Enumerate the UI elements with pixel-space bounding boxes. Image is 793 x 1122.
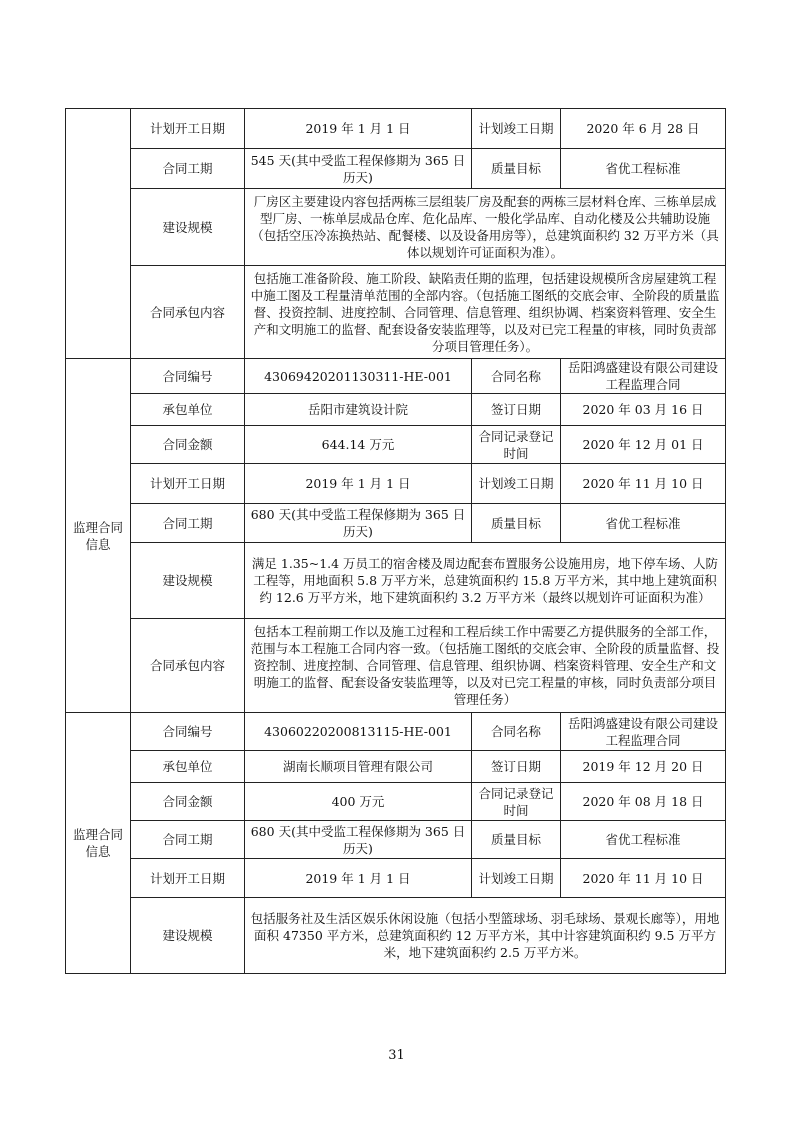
field-label: 计划开工日期: [131, 109, 245, 149]
table-row: [66, 394, 726, 426]
field-label: 建设规模: [131, 189, 245, 266]
field-label: 质量目标: [472, 149, 561, 189]
table-row: [66, 859, 726, 898]
field-value: 岳阳鸿盛建设有限公司建设工程监理合同: [561, 359, 726, 394]
field-value: 岳阳鸿盛建设有限公司建设工程监理合同: [561, 713, 726, 751]
field-label: 承包单位: [131, 751, 245, 783]
table-row: [66, 821, 726, 859]
field-label: 合同名称: [472, 713, 561, 751]
field-label: 计划竣工日期: [472, 109, 561, 149]
table-row: [66, 426, 726, 464]
field-value: 满足 1.35~1.4 万员工的宿舍楼及周边配套布置服务公设施用房，地下停车场、人防工程等，用地面积 5.8 万平方米，总建筑面积约 15.8 万平方米，其中地上建筑面积约 12.6 万平方米，地下建筑面积约 3.2 万平方米（最终以规划许可证面积为准）: [245, 543, 726, 619]
table-row: [66, 109, 726, 149]
field-value: 43060220200813115-HE-001: [245, 713, 472, 751]
table-row: [66, 619, 726, 713]
field-label: 建设规模: [131, 898, 245, 974]
field-label: 合同承包内容: [131, 266, 245, 359]
table-row: [66, 189, 726, 266]
field-label: 签订日期: [472, 751, 561, 783]
field-label: 签订日期: [472, 394, 561, 426]
field-label: 计划开工日期: [131, 859, 245, 898]
table-row: [66, 751, 726, 783]
field-value: 2020 年 08 月 18 日: [561, 783, 726, 821]
field-value: 644.14 万元: [245, 426, 472, 464]
field-label: 合同工期: [131, 504, 245, 543]
field-label: 质量目标: [472, 504, 561, 543]
field-value: 厂房区主要建设内容包括两栋三层组装厂房及配套的两栋三层材料仓库、三栋单层成型厂房、一栋单层成品仓库、危化品库、一般化学品库、自动化楼及公共辅助设施（包括空压冷冻换热站、配餐楼、以及设备用房等），总建筑面积约 32 万平方米（具体以规划许可证面积为准）。: [245, 189, 726, 266]
field-value: 2019 年 12 月 20 日: [561, 751, 726, 783]
field-label: 合同记录登记时间: [472, 783, 561, 821]
field-value: 包括服务社及生活区娱乐休闲设施（包括小型篮球场、羽毛球场、景观长廊等），用地面积 47350 平方米，总建筑面积约 12 万平方米，其中计容建筑面积约 9.5 万平方米，地下建筑面积约 2.5 万平方米。: [245, 898, 726, 974]
table-row: [66, 149, 726, 189]
field-value: 省优工程标准: [561, 504, 726, 543]
field-value: 包括本工程前期工作以及施工过程和工程后续工作中需要乙方提供服务的全部工作，范围与本工程施工合同内容一致。（包括施工图纸的交底会审、全阶段的质量监督、投资控制、进度控制、合同管理、信息管理、组织协调、档案资料管理、安全生产和文明施工的监督、配套设备安装监理等，以及对已完工程量的审核，同时负责部分项目管理任务）: [245, 619, 726, 713]
field-label: 合同金额: [131, 783, 245, 821]
field-value: 2019 年 1 月 1 日: [245, 859, 472, 898]
field-label: 合同金额: [131, 426, 245, 464]
field-value: 680 天(其中受监工程保修期为 365 日历天): [245, 504, 472, 543]
table-row: [66, 543, 726, 619]
field-label: 合同编号: [131, 713, 245, 751]
field-value: 680 天(其中受监工程保修期为 365 日历天): [245, 821, 472, 859]
field-value: 2020 年 6 月 28 日: [561, 109, 726, 149]
field-label: 合同工期: [131, 149, 245, 189]
field-label: 合同编号: [131, 359, 245, 394]
field-value: 岳阳市建筑设计院: [245, 394, 472, 426]
field-label: 承包单位: [131, 394, 245, 426]
field-value: 省优工程标准: [561, 149, 726, 189]
table-row: [66, 464, 726, 504]
table-row: [66, 504, 726, 543]
field-label: 建设规模: [131, 543, 245, 619]
field-value: 省优工程标准: [561, 821, 726, 859]
field-value: 545 天(其中受监工程保修期为 365 日历天): [245, 149, 472, 189]
field-value: 包括施工准备阶段、施工阶段、缺陷责任期的监理，包括建设规模所含房屋建筑工程中施工图及工程量清单范围的全部内容。（包括施工图纸的交底会审、全阶段的质量监督、投资控制、进度控制、合同管理、信息管理、组织协调、档案资料管理、安全生产和文明施工的监督、配套设备安装监理等，以及对已完工程量的审核，同时负责部分项目管理任务）。: [245, 266, 726, 359]
table-row: [66, 359, 726, 394]
field-value: 2020 年 03 月 16 日: [561, 394, 726, 426]
table-row: [66, 898, 726, 974]
field-value: 400 万元: [245, 783, 472, 821]
field-value: 2020 年 12 月 01 日: [561, 426, 726, 464]
page-number: 31: [388, 1048, 405, 1063]
field-value: 2020 年 11 月 10 日: [561, 464, 726, 504]
field-label: 计划开工日期: [131, 464, 245, 504]
table-row: [66, 266, 726, 359]
field-label: 质量目标: [472, 821, 561, 859]
field-value: 2019 年 1 月 1 日: [245, 109, 472, 149]
field-value: 2019 年 1 月 1 日: [245, 464, 472, 504]
field-label: 合同记录登记时间: [472, 426, 561, 464]
field-label: 计划竣工日期: [472, 464, 561, 504]
field-value: 43069420201130311-HE-001: [245, 359, 472, 394]
field-label: 合同名称: [472, 359, 561, 394]
section-label: 监理合同信息: [66, 713, 131, 974]
field-label: 计划竣工日期: [472, 859, 561, 898]
table-row: [66, 783, 726, 821]
field-label: 合同工期: [131, 821, 245, 859]
field-value: 湖南长顺项目管理有限公司: [245, 751, 472, 783]
contract-info-table: [65, 108, 726, 974]
section-label: 监理合同信息: [66, 359, 131, 713]
field-value: 2020 年 11 月 10 日: [561, 859, 726, 898]
table-row: [66, 713, 726, 751]
field-label: 合同承包内容: [131, 619, 245, 713]
section-label: [66, 109, 131, 359]
